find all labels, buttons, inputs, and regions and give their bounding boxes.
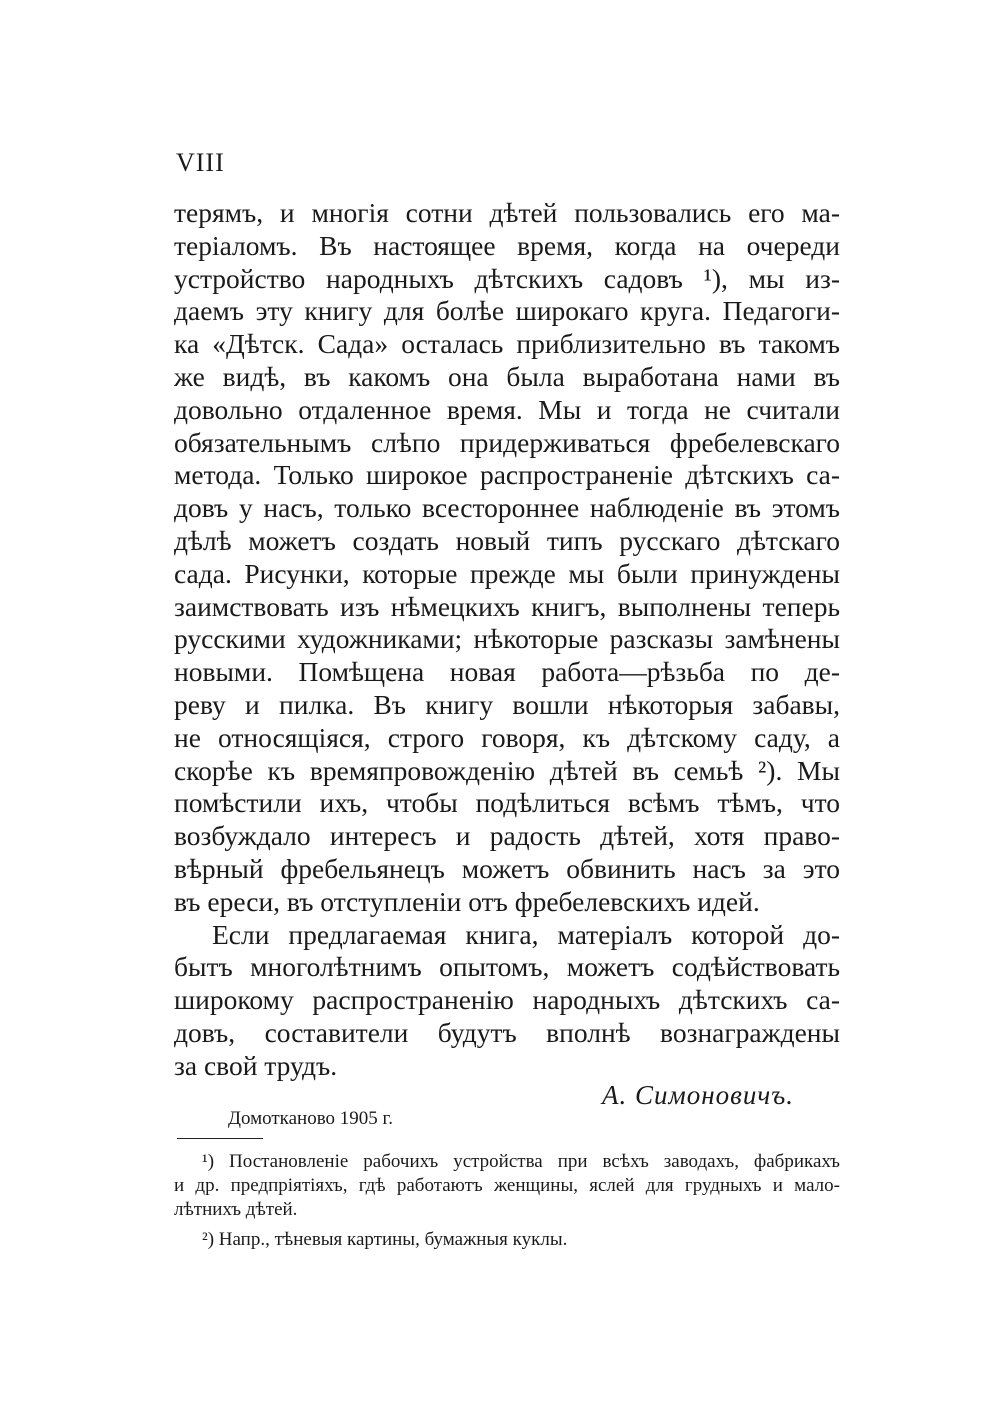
body-line: заимствовать изъ нѣмецкихъ книгъ, выполнены теперь — [174, 590, 840, 622]
body-line: довольно отдаленное время. Мы и тогда не считали — [174, 393, 840, 425]
body-line: новыми. Помѣщена новая работа—рѣзьба по де- — [174, 656, 840, 688]
author-signature: А. Симоновичъ. — [602, 1080, 794, 1110]
page-number: VIII — [176, 148, 225, 177]
body-line: дѣлѣ можетъ создать новый типъ русскаго дѣтскаго — [174, 524, 840, 556]
footnote-divider — [177, 1138, 263, 1139]
body-line: обязательнымъ слѣпо придерживаться фребелевскаго — [174, 426, 840, 458]
footnote-line: ²) Напр., тѣневыя картины, бумажныя куклы. — [202, 1229, 568, 1250]
body-line: въ ереси, въ отступленiи отъ фребелевскихъ идей. — [174, 885, 760, 917]
body-line: реву и пилка. Въ книгу вошли нѣкоторыя забавы, — [174, 688, 840, 720]
body-line: вѣрный фребельянецъ можетъ обвинить насъ за это — [174, 852, 840, 884]
footnotes — [174, 1150, 840, 1252]
body-line: за свой трудъ. — [174, 1049, 338, 1081]
footnote-line: лѣтнихъ дѣтей. — [174, 1199, 298, 1220]
body-line: же видѣ, въ какомъ она была выработана нами въ — [174, 360, 840, 392]
body-line: не относящiяся, строго говоря, къ дѣтскому саду, а — [174, 721, 840, 753]
body-line: довъ у насъ, только всестороннее наблюденiе въ этомъ — [174, 492, 840, 524]
body-line: широкому распространенiю народныхъ дѣтскихъ са- — [174, 984, 840, 1016]
body-line: возбуждало интересъ и радость дѣтей, хотя право- — [174, 820, 840, 852]
body-text — [174, 197, 840, 1083]
body-line: даемъ эту книгу для болѣе широкаго круга. Педагоги- — [174, 295, 840, 327]
body-line: терямъ, и многiя сотни дѣтей пользовались его ма- — [174, 197, 840, 228]
body-line: Если предлагаемая книга, матерiалъ которой до- — [212, 918, 840, 950]
body-line: ка «Дѣтск. Сада» осталась приблизительно въ такомъ — [174, 328, 840, 360]
footnote-line: ¹) Постановленiе рабочихъ устройства при всѣхъ заводахъ, фабрикахъ — [202, 1151, 840, 1172]
body-line: русскими художниками; нѣкоторые разсказы замѣнены — [174, 623, 840, 655]
body-line: устройство народныхъ дѣтскихъ садовъ ¹), мы из- — [174, 262, 840, 294]
place-date: Домотканово 1905 г. — [228, 1108, 393, 1129]
footnote-line: и др. предпрiятiяхъ, гдѣ работаютъ женщины, яслей для грудныхъ и мало- — [174, 1175, 840, 1196]
body-line: скорѣе къ времяпровожденiю дѣтей въ семьѣ ²). Мы — [174, 754, 840, 786]
body-line: довъ, составители будутъ вполнѣ вознаграждены — [174, 1016, 840, 1048]
body-line: помѣстили ихъ, чтобы подѣлиться всѣмъ тѣмъ, что — [174, 787, 840, 819]
body-line: терiаломъ. Въ настоящее время, когда на очереди — [174, 229, 840, 261]
body-line: метода. Только широкое распространенiе дѣтскихъ са- — [174, 459, 840, 491]
body-line: сада. Рисунки, которые прежде мы были принуждены — [174, 557, 840, 589]
body-line: бытъ многолѣтнимъ опытомъ, можетъ содѣйствовать — [174, 951, 840, 983]
